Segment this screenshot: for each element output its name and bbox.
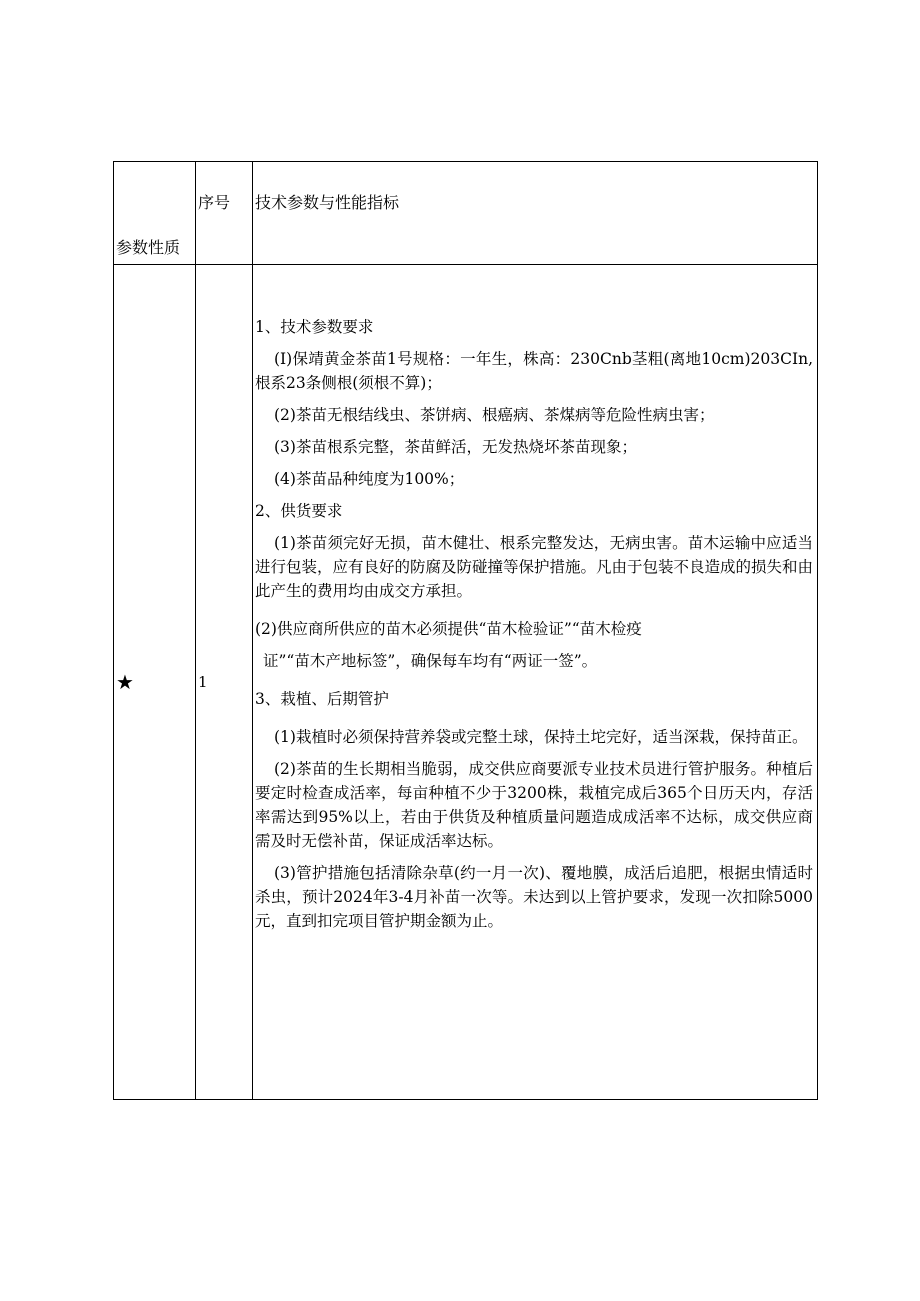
spec-paragraph: (2)供应商所供应的苗木必须提供“苗木检验证”“苗木检疫 xyxy=(255,620,642,638)
spec-table xyxy=(113,161,818,1100)
header-spec: 技术参数与性能指标 xyxy=(253,162,818,265)
spec-paragraph: (3)管护措施包括清除杂草(约一月一次)、覆地膜，成活后追肥，根据虫情适时杀虫，预计2024年3-4月补苗一次等。未达到以上管护要求，发现一次扣除5000元，直到扣完项目管护期金额为止。 xyxy=(255,864,813,930)
table-row xyxy=(114,265,818,1100)
header-row xyxy=(114,162,818,265)
spec-paragraph: (1)栽植时必须保持营养袋或完整土球，保持土坨完好，适当深栽，保持苗正。 xyxy=(274,728,808,746)
spec-paragraph: 证”“苗木产地标签”，确保每车均有“两证一签”。 xyxy=(263,652,598,670)
spec-paragraph: (3)茶苗根系完整，茶苗鲜活，无发热烧坏茶苗现象； xyxy=(274,438,637,456)
section-title-planting: 3、栽植、后期管护 xyxy=(255,690,389,708)
spec-content xyxy=(253,265,818,1100)
spec-paragraph: (2)茶苗无根结线虫、茶饼病、根癌病、茶煤病等危险性病虫害； xyxy=(274,406,715,424)
section-title-technical: 1、技术参数要求 xyxy=(255,318,374,336)
section-title-supply: 2、供货要求 xyxy=(255,502,343,520)
header-seq: 序号 xyxy=(196,162,253,265)
nature-star: ★ xyxy=(114,265,196,1100)
seq-number: 1 xyxy=(196,265,253,1100)
spec-paragraph: (2)茶苗的生长期相当脆弱，成交供应商要派专业技术员进行管护服务。种植后要定时检查成活率，每亩种植不少于3200株，栽植完成后365个日历天内，存活率需达到95%以上，若由于供货及种植质量问题造成成活率不达标，成交供应商需及时无偿补苗，保证成活率达标。 xyxy=(255,760,813,850)
header-nature: 参数性质 xyxy=(114,162,196,265)
spec-paragraph: (I)保靖黄金茶苗1号规格：一年生，株高：230Cnb茎粗(离地10cm)203CIn,根系23条侧根(须根不算)； xyxy=(255,350,813,392)
spec-paragraph: (4)茶苗品种纯度为100%； xyxy=(274,470,465,488)
spec-paragraph: (1)茶苗须完好无损，苗木健壮、根系完整发达，无病虫害。苗木运输中应适当进行包装，应有良好的防腐及防碰撞等保护措施。凡由于包装不良造成的损失和由此产生的费用均由成交方承担。 xyxy=(255,534,814,600)
